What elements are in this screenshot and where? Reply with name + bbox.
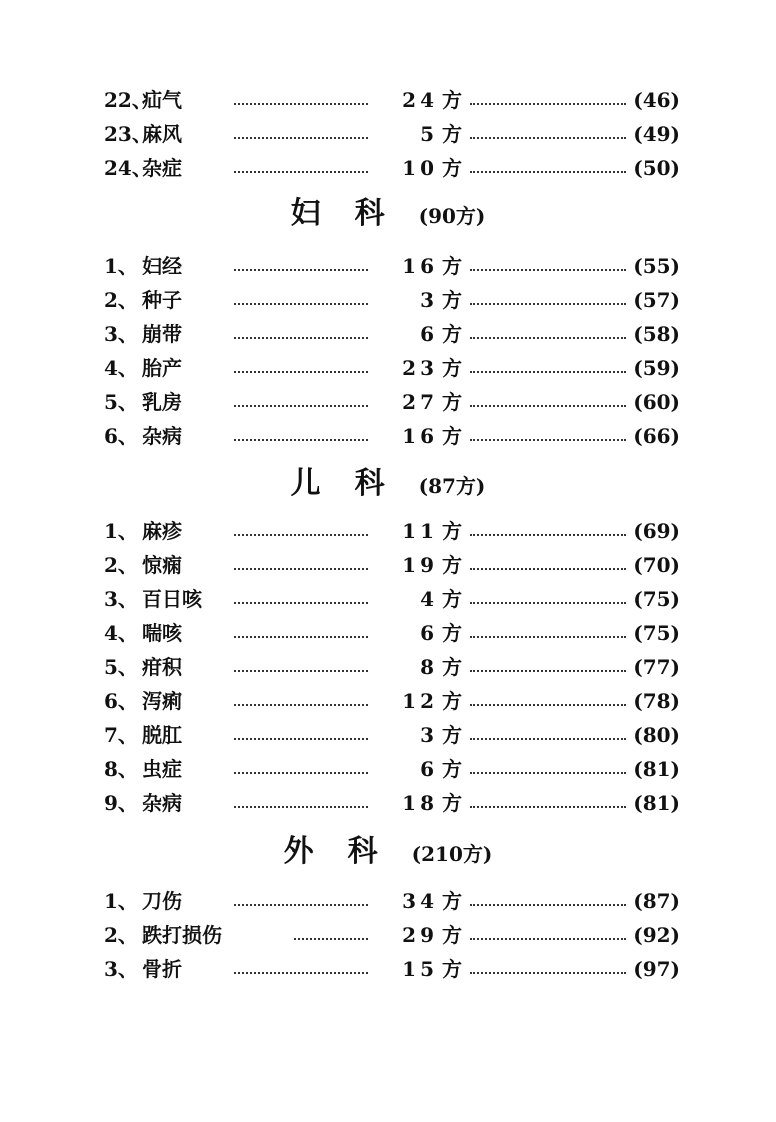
entry-number: 1、	[104, 889, 138, 913]
entry-unit: 方	[442, 923, 462, 947]
entry-name: 麻疹	[142, 519, 182, 543]
entry-number: 4、	[104, 356, 138, 380]
dot-leader	[234, 337, 368, 339]
entry-name: 杂病	[142, 791, 182, 815]
dot-leader	[234, 439, 368, 441]
entry-unit: 方	[442, 723, 462, 747]
entry-count: 3	[420, 723, 438, 747]
dot-leader	[470, 137, 626, 139]
dot-leader	[470, 534, 626, 536]
dot-leader	[234, 103, 368, 105]
entry-name: 喘咳	[142, 621, 182, 645]
entry-count: 23	[402, 356, 438, 380]
entry-unit: 方	[442, 587, 462, 611]
entry-count: 6	[420, 621, 438, 645]
entry-name: 虫症	[142, 757, 182, 781]
dot-leader	[470, 439, 626, 441]
entry-unit: 方	[442, 757, 462, 781]
toc-entry	[104, 718, 680, 752]
entry-number: 5、	[104, 390, 138, 414]
entry-name: 妇经	[142, 254, 182, 278]
toc-entry	[104, 684, 680, 718]
entry-unit: 方	[442, 889, 462, 913]
entry-page: (75)	[633, 587, 680, 611]
toc-entry	[104, 317, 680, 351]
entry-count: 5	[420, 122, 438, 146]
entry-name: 跌打损伤	[142, 923, 222, 947]
entry-name: 崩带	[142, 322, 182, 346]
entry-name: 刀伤	[142, 889, 182, 913]
entry-number: 3、	[104, 957, 138, 981]
entry-unit: 方	[442, 424, 462, 448]
dot-leader	[234, 772, 368, 774]
dot-leader	[470, 904, 626, 906]
entry-number: 1、	[104, 519, 138, 543]
dot-leader	[234, 972, 368, 974]
dot-leader	[234, 137, 368, 139]
entry-count: 16	[402, 254, 438, 278]
entry-number: 23、	[104, 122, 152, 146]
entry-name: 种子	[142, 288, 182, 312]
entry-name: 百日咳	[142, 587, 202, 611]
dot-leader	[234, 704, 368, 706]
entry-unit: 方	[442, 390, 462, 414]
entry-number: 3、	[104, 587, 138, 611]
entry-page: (70)	[633, 553, 680, 577]
entry-number: 4、	[104, 621, 138, 645]
toc-entry	[104, 548, 680, 582]
entry-number: 5、	[104, 655, 138, 679]
entry-page: (97)	[633, 957, 680, 981]
dot-leader	[470, 568, 626, 570]
toc-entry	[104, 385, 680, 419]
dot-leader	[470, 772, 626, 774]
entry-unit: 方	[442, 655, 462, 679]
entry-name: 脱肛	[142, 723, 182, 747]
dot-leader	[470, 738, 626, 740]
entry-count: 18	[402, 791, 438, 815]
entry-unit: 方	[442, 553, 462, 577]
toc-entry	[104, 151, 680, 185]
toc-entry	[104, 786, 680, 820]
dot-leader	[234, 534, 368, 536]
entry-unit: 方	[442, 689, 462, 713]
entry-page: (49)	[633, 122, 680, 146]
entry-unit: 方	[442, 156, 462, 180]
toc-entry	[104, 952, 680, 986]
entry-number: 8、	[104, 757, 138, 781]
entry-name: 惊痫	[142, 553, 182, 577]
entry-number: 9、	[104, 791, 138, 815]
entry-count: 16	[402, 424, 438, 448]
toc-entry	[104, 249, 680, 283]
dot-leader	[470, 602, 626, 604]
dot-leader	[234, 636, 368, 638]
dot-leader	[234, 405, 368, 407]
entry-name: 杂病	[142, 424, 182, 448]
entry-count: 19	[402, 553, 438, 577]
entry-page: (57)	[633, 288, 680, 312]
entry-unit: 方	[442, 791, 462, 815]
entry-count: 3	[420, 288, 438, 312]
entry-count: 6	[420, 322, 438, 346]
entry-unit: 方	[442, 322, 462, 346]
entry-number: 3、	[104, 322, 138, 346]
dot-leader	[470, 303, 626, 305]
dot-leader	[234, 171, 368, 173]
toc-entry	[104, 283, 680, 317]
entry-page: (80)	[633, 723, 680, 747]
section-subtitle: (90方)	[418, 204, 486, 228]
entry-page: (92)	[633, 923, 680, 947]
dot-leader	[294, 938, 368, 940]
entry-number: 1、	[104, 254, 138, 278]
entry-page: (69)	[633, 519, 680, 543]
entry-count: 6	[420, 757, 438, 781]
entry-unit: 方	[442, 122, 462, 146]
entry-count: 34	[402, 889, 438, 913]
section-heading	[0, 192, 776, 236]
entry-name: 疝气	[142, 88, 182, 112]
toc-entry	[104, 752, 680, 786]
entry-page: (50)	[633, 156, 680, 180]
entry-number: 2、	[104, 923, 138, 947]
toc-entry	[104, 419, 680, 453]
toc-entry	[104, 650, 680, 684]
dot-leader	[234, 806, 368, 808]
dot-leader	[470, 670, 626, 672]
section-heading	[0, 462, 776, 506]
entry-page: (58)	[633, 322, 680, 346]
entry-count: 10	[402, 156, 438, 180]
entry-count: 24	[402, 88, 438, 112]
dot-leader	[470, 972, 626, 974]
section-subtitle: (210方)	[411, 842, 493, 866]
entry-number: 2、	[104, 288, 138, 312]
section-title: 外科	[283, 834, 412, 869]
entry-page: (87)	[633, 889, 680, 913]
dot-leader	[470, 371, 626, 373]
section-title: 妇科	[290, 196, 419, 231]
entry-name: 胎产	[142, 356, 182, 380]
entry-unit: 方	[442, 88, 462, 112]
dot-leader	[234, 738, 368, 740]
entry-number: 6、	[104, 424, 138, 448]
entry-number: 22、	[104, 88, 152, 112]
entry-name: 麻风	[142, 122, 182, 146]
entry-name: 泻痢	[142, 689, 182, 713]
dot-leader	[234, 568, 368, 570]
entry-name: 杂症	[142, 156, 182, 180]
entry-page: (77)	[633, 655, 680, 679]
entry-count: 8	[420, 655, 438, 679]
toc-entry	[104, 884, 680, 918]
dot-leader	[234, 269, 368, 271]
entry-page: (75)	[633, 621, 680, 645]
toc-entry	[104, 117, 680, 151]
entry-page: (66)	[633, 424, 680, 448]
entry-page: (60)	[633, 390, 680, 414]
dot-leader	[470, 806, 626, 808]
dot-leader	[470, 405, 626, 407]
toc-entry	[104, 616, 680, 650]
dot-leader	[470, 171, 626, 173]
entry-name: 乳房	[142, 390, 182, 414]
entry-page: (81)	[633, 757, 680, 781]
toc-entry	[104, 351, 680, 385]
entry-number: 6、	[104, 689, 138, 713]
entry-count: 12	[402, 689, 438, 713]
section-heading	[0, 830, 776, 874]
dot-leader	[234, 602, 368, 604]
entry-page: (78)	[633, 689, 680, 713]
entry-unit: 方	[442, 519, 462, 543]
entry-unit: 方	[442, 288, 462, 312]
entry-number: 24、	[104, 156, 152, 180]
entry-count: 27	[402, 390, 438, 414]
dot-leader	[470, 938, 626, 940]
entry-unit: 方	[442, 254, 462, 278]
toc-entry	[104, 83, 680, 117]
dot-leader	[234, 904, 368, 906]
toc-entry	[104, 582, 680, 616]
entry-count: 11	[402, 519, 438, 543]
dot-leader	[470, 269, 626, 271]
entry-page: (46)	[633, 88, 680, 112]
entry-page: (55)	[633, 254, 680, 278]
section-subtitle: (87方)	[418, 474, 486, 498]
section-title: 儿科	[290, 466, 419, 501]
entry-count: 29	[402, 923, 438, 947]
dot-leader	[470, 636, 626, 638]
entry-unit: 方	[442, 957, 462, 981]
entry-number: 2、	[104, 553, 138, 577]
entry-name: 疳积	[142, 655, 182, 679]
dot-leader	[234, 303, 368, 305]
entry-unit: 方	[442, 356, 462, 380]
dot-leader	[234, 371, 368, 373]
entry-page: (59)	[633, 356, 680, 380]
dot-leader	[470, 704, 626, 706]
entry-page: (81)	[633, 791, 680, 815]
dot-leader	[234, 670, 368, 672]
entry-count: 15	[402, 957, 438, 981]
toc-entry	[104, 918, 680, 952]
entry-name: 骨折	[142, 957, 182, 981]
entry-count: 4	[420, 587, 438, 611]
entry-unit: 方	[442, 621, 462, 645]
toc-entry	[104, 514, 680, 548]
dot-leader	[470, 103, 626, 105]
dot-leader	[470, 337, 626, 339]
entry-number: 7、	[104, 723, 138, 747]
